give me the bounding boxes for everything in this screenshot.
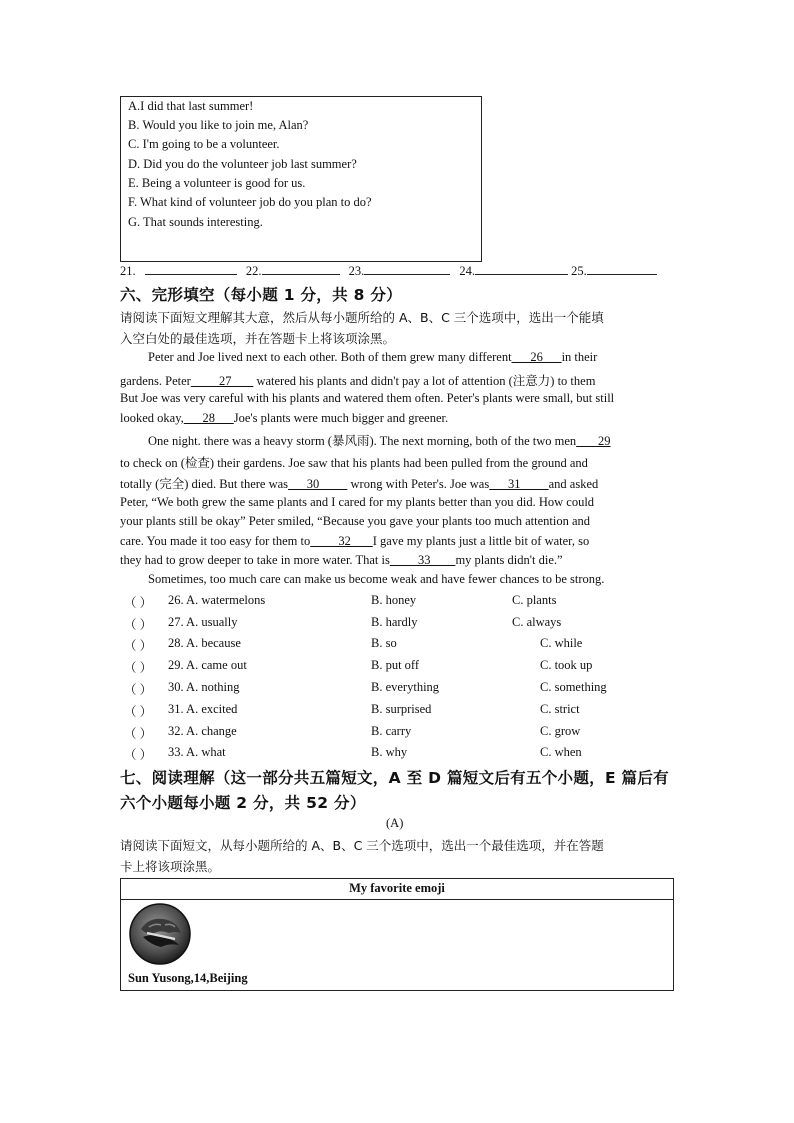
passage-text: watered his plants and didn't pay a lot of attention (注意力) to them [253,374,596,388]
passage-line [148,350,703,365]
option-a-text: 26. A. watermelons [168,593,266,607]
passage-line [120,553,675,568]
passage-line [120,534,675,549]
section7-instruction-line1: 请阅读下面短文，从每小题所给的 A、B、C 三个选项中，选出一个最佳选项，并在答题 [120,838,604,853]
answer-blank-23[interactable] [364,262,450,275]
option-b-text: B. put off [371,658,420,672]
answer-bracket[interactable]: （ ） [124,705,153,719]
passage-text: care. You made it too easy for them to [120,534,311,548]
section7-title-line1: 七、阅读理解（这一部分共五篇短文，A 至 D 篇短文后有五个小题，E 篇后有 [120,769,669,787]
passage-label: (A) [386,816,404,830]
passage-line: Sometimes, too much care can make us become weak and have fewer chances to be strong. [148,572,605,586]
cloze-blank[interactable]: 27 [190,374,254,388]
answer-number-25: 25. [571,264,587,278]
option-c-text: C. plants [512,593,557,607]
option-b: B. Would you like to join me, Alan? [128,118,309,132]
emoji-author: Sun Yusong,14,Beijing [128,971,248,985]
passage-text: Joe's plants were much bigger and greener. [233,411,449,425]
option-b-text: B. surprised [371,702,432,716]
passage-text: gardens. Peter [120,374,191,388]
option-a: A.I did that last summer! [128,99,254,113]
cloze-blank[interactable]: 28 [183,411,234,425]
answer-number-23: 23. [348,264,365,278]
cloze-blank[interactable]: 26 [511,350,562,364]
section6-title: 六、完形填空（每小题 1 分，共 8 分） [120,286,402,304]
cloze-blank[interactable]: 31 [489,477,549,491]
answer-bracket[interactable]: （ ） [124,639,153,653]
answer-blank-25[interactable] [587,262,657,275]
passage-line: But Joe was very careful with his plants and watered them often. Peter's plants were small, but still [120,391,615,405]
passage-line: Peter, “We both grew the same plants and I cared for my plants better than you did. How could [120,495,595,509]
passage-line [120,474,675,492]
emoji-table-header: My favorite emoji [121,879,673,900]
passage-text: they had to grow deeper to take in more water. That is [120,553,390,567]
answer-blanks [120,262,657,279]
option-c-text: C. took up [540,658,593,672]
answer-bracket[interactable]: （ ） [124,661,153,675]
section6-instruction-line1: 请阅读下面短文理解其大意，然后从每小题所给的 A、B、C 三个选项中，选出一个能填 [120,310,604,325]
option-a-text: 30. A. nothing [168,680,240,694]
answer-blank-22[interactable] [262,262,340,275]
face-palm-emoji-icon [129,903,191,965]
passage-line [120,411,675,426]
options-box [120,96,482,262]
passage-text: One night. there was a heavy storm (暴风雨). The next morning, both of the two men [148,434,577,448]
option-a-text: 29. A. came out [168,658,247,672]
answer-number-21: 21. [120,264,136,278]
option-b-text: B. why [371,745,408,759]
passage-line: your plants still be okay” Peter smiled, “Because you gave your plants too much attention and [120,514,591,528]
option-c-text: C. strict [540,702,580,716]
option-d: D. Did you do the volunteer job last summer? [128,157,357,171]
passage-text: and asked [548,477,599,491]
passage-line [148,431,703,449]
answer-number-22: 22. [245,264,262,278]
passage-line: to check on (检查) their gardens. Joe saw that his plants had been pulled from the ground and [120,456,588,470]
option-a-text: 32. A. change [168,724,237,738]
option-b-text: B. so [371,636,397,650]
option-b-text: B. hardly [371,615,418,629]
answer-bracket[interactable]: （ ） [124,596,153,610]
cloze-blank[interactable]: 32 [310,534,373,548]
section6-instruction-line2: 入空白处的最佳选项，并在答题卡上将该项涂黑。 [120,331,396,346]
option-c-text: C. when [540,745,582,759]
cloze-blank[interactable]: 33 [389,553,456,567]
option-c: C. I'm going to be a volunteer. [128,137,280,151]
option-b-text: B. carry [371,724,412,738]
answer-number-24: 24. [459,264,475,278]
option-f: F. What kind of volunteer job do you plan to do? [128,195,372,209]
section7-title-line2: 六个小题每小题 2 分，共 52 分） [120,794,366,812]
option-c-text: C. something [540,680,607,694]
section7-instruction-line2: 卡上将该项涂黑。 [120,859,221,874]
emoji-table [120,878,674,991]
option-b-text: B. everything [371,680,440,694]
option-a-text: 31. A. excited [168,702,238,716]
option-c-text: C. while [540,636,583,650]
answer-blank-24[interactable] [475,262,568,275]
answer-bracket[interactable]: （ ） [124,683,153,697]
passage-text: wrong with Peter's. Joe was [347,477,490,491]
option-e: E. Being a volunteer is good for us. [128,176,306,190]
cloze-blank[interactable]: 30 [288,477,348,491]
passage-text: my plants didn't die.” [455,553,563,567]
option-c-text: C. grow [540,724,581,738]
answer-blank-21[interactable] [145,262,237,275]
passage-line [120,371,675,389]
passage-text: in their [561,350,598,364]
option-a-text: 27. A. usually [168,615,238,629]
passage-text: totally (完全) died. But there was [120,477,289,491]
option-g: G. That sounds interesting. [128,215,263,229]
option-b-text: B. honey [371,593,417,607]
answer-bracket[interactable]: （ ） [124,618,153,632]
option-a-text: 33. A. what [168,745,226,759]
passage-text: looked okay, [120,411,184,425]
passage-text: I gave my plants just a little bit of water, so [372,534,590,548]
option-a-text: 28. A. because [168,636,241,650]
cloze-blank[interactable]: 29 [576,434,611,448]
answer-bracket[interactable]: （ ） [124,727,153,741]
option-c-text: C. always [512,615,562,629]
passage-text: Peter and Joe lived next to each other. Both of them grew many different [148,350,512,364]
answer-bracket[interactable]: （ ） [124,748,153,762]
